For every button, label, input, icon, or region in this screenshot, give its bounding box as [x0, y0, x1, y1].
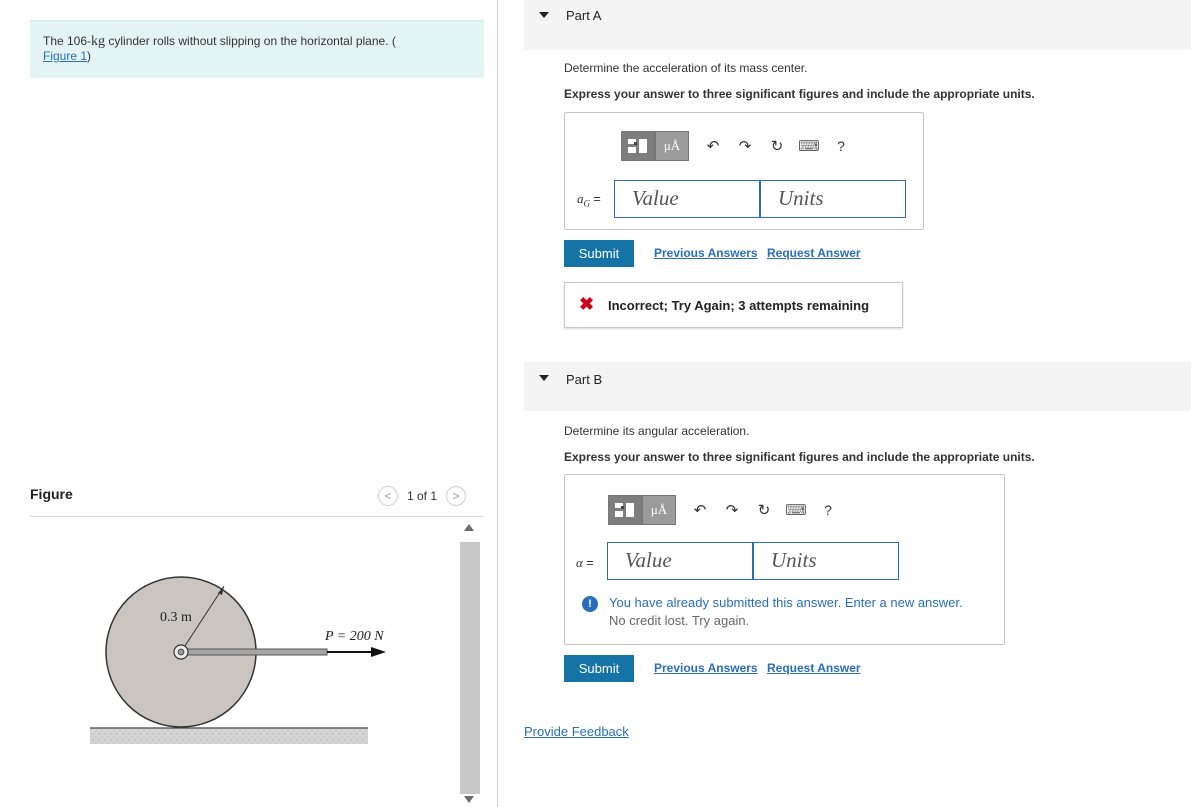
- scroll-up-arrow-icon[interactable]: [464, 524, 474, 531]
- templates-button[interactable]: [621, 131, 655, 161]
- part-b-toolbar: [608, 495, 844, 525]
- part-a-toolbar: [621, 131, 857, 161]
- part-b-request-answer-link[interactable]: Request Answer: [767, 661, 861, 675]
- mu-angstrom-icon: μÅ: [663, 138, 681, 153]
- templates-icon: [614, 501, 636, 519]
- part-a-request-answer-link[interactable]: Request Answer: [767, 246, 861, 260]
- problem-text-1: The 106-: [43, 34, 92, 48]
- keyboard-icon[interactable]: ⌨: [785, 502, 807, 519]
- part-a-feedback: [564, 282, 903, 328]
- part-a-previous-answers-link[interactable]: Previous Answers: [654, 246, 758, 260]
- part-b-warning-subtext: No credit lost. Try again.: [609, 613, 750, 628]
- ground-surface: [90, 728, 368, 744]
- figure-pager: [378, 486, 466, 506]
- templates-icon: [627, 137, 649, 155]
- figure-diagram: [80, 565, 390, 750]
- part-b-previous-answers-link[interactable]: Previous Answers: [654, 661, 758, 675]
- part-a-units-input[interactable]: Units: [760, 180, 906, 218]
- figure-scrollbar[interactable]: [459, 520, 481, 807]
- part-b-variable: α =: [576, 555, 594, 570]
- handle-bar: [181, 649, 327, 655]
- undo-icon[interactable]: ↶: [693, 502, 707, 519]
- figure-separator: [30, 516, 484, 517]
- part-b-value-input[interactable]: Value: [607, 542, 753, 580]
- part-b-instructions: Express your answer to three significant figures and include the appropriate units.: [564, 450, 1035, 464]
- next-figure-button[interactable]: [446, 486, 466, 506]
- reset-icon[interactable]: ↻: [757, 502, 771, 519]
- figure-link[interactable]: Figure 1: [43, 49, 88, 63]
- units-symbols-button[interactable]: [642, 495, 676, 525]
- part-a-title: Part A: [566, 8, 602, 23]
- redo-icon[interactable]: ↷: [738, 138, 752, 155]
- help-icon[interactable]: ?: [824, 502, 832, 518]
- figure-pager-count: 1 of 1: [407, 489, 438, 503]
- problem-statement: [30, 20, 484, 78]
- radius-label: 0.3 m: [160, 610, 192, 625]
- force-label: P = 200 N: [325, 629, 384, 644]
- undo-icon[interactable]: ↶: [706, 138, 720, 155]
- chevron-right-icon: >: [452, 489, 460, 503]
- prev-figure-button[interactable]: [378, 486, 398, 506]
- part-a-prompt: Determine the acceleration of its mass center.: [564, 61, 808, 75]
- part-a-header[interactable]: [524, 0, 1191, 50]
- chevron-left-icon: <: [384, 489, 392, 503]
- part-b-header[interactable]: [524, 362, 1191, 411]
- scroll-thumb[interactable]: [460, 542, 480, 794]
- part-a-answer-box: [564, 112, 924, 230]
- help-icon[interactable]: ?: [837, 138, 845, 154]
- collapse-triangle-icon: [539, 12, 549, 18]
- part-b-prompt: Determine its angular acceleration.: [564, 424, 750, 438]
- problem-close-paren: ): [87, 49, 92, 63]
- templates-button[interactable]: [608, 495, 642, 525]
- warning-exclamation-icon: !: [582, 596, 598, 612]
- units-symbols-button[interactable]: [655, 131, 689, 161]
- reset-icon[interactable]: ↻: [770, 138, 784, 155]
- part-b-submit-button[interactable]: Submit: [564, 655, 634, 682]
- part-a-feedback-text: Incorrect; Try Again; 3 attempts remaining: [608, 298, 870, 313]
- provide-feedback-link[interactable]: Provide Feedback: [524, 724, 629, 739]
- part-b-answer-box: [564, 474, 1005, 645]
- part-a-instructions: Express your answer to three significant figures and include the appropriate units.: [564, 87, 1035, 101]
- figure-title: Figure: [30, 486, 73, 502]
- problem-text-2: cylinder rolls without slipping on the horizontal plane. (: [105, 34, 396, 48]
- part-a-submit-button[interactable]: Submit: [564, 240, 634, 267]
- part-b-units-input[interactable]: Units: [753, 542, 899, 580]
- part-b-warning-text: You have already submitted this answer. Enter a new answer.: [609, 595, 963, 610]
- scroll-down-arrow-icon[interactable]: [464, 796, 474, 803]
- incorrect-x-icon: ✖: [579, 294, 595, 314]
- part-a-variable: $a_G$ =: [577, 191, 601, 209]
- column-divider: [497, 0, 498, 807]
- keyboard-icon[interactable]: ⌨: [798, 138, 820, 155]
- part-a-value-input[interactable]: Value: [614, 180, 760, 218]
- problem-unit-kg: kg: [91, 34, 106, 49]
- redo-icon[interactable]: ↷: [725, 502, 739, 519]
- collapse-triangle-icon: [539, 375, 549, 381]
- part-b-title: Part B: [566, 372, 603, 387]
- mu-angstrom-icon: μÅ: [650, 502, 668, 517]
